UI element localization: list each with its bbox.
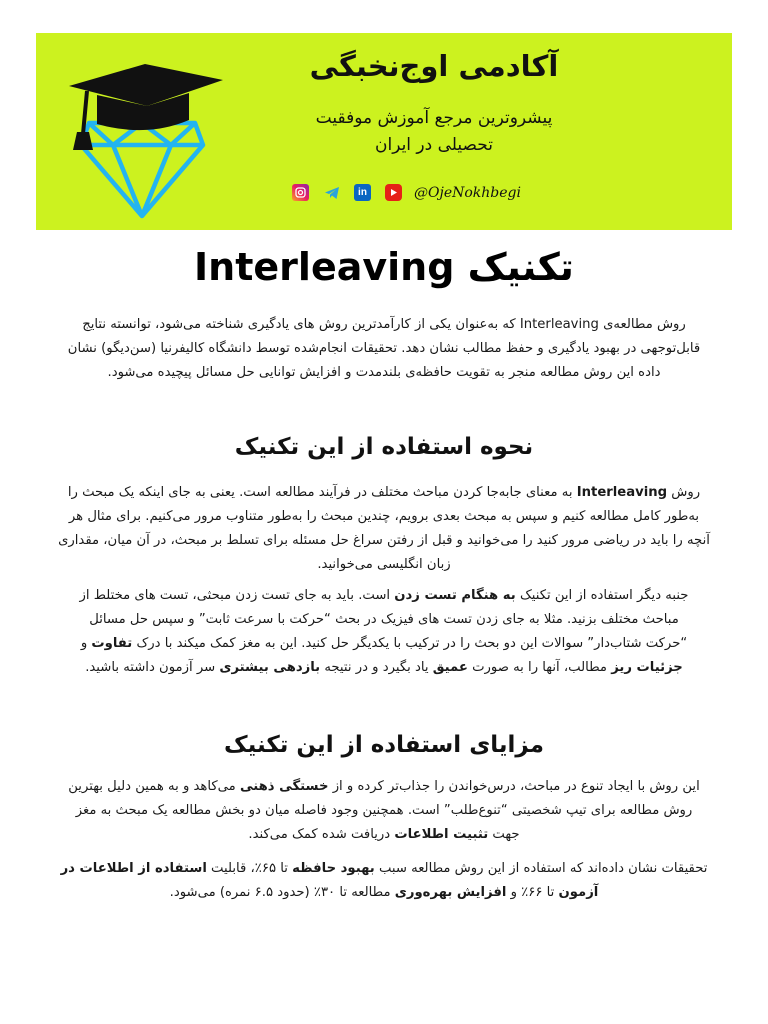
text-line: به‌طور کامل مطالعه کنیم و سپس به مبحث بعدی برویم، چندین مبحث را به‌طور متناوب مرور می‌کنیم. برای مثال هر [68, 509, 700, 524]
section-heading-usage: نحوه استفاده از این تکنیک [234, 434, 534, 460]
tagline-line: پیشروترین مرجع آموزش موفقیت [315, 108, 553, 128]
telegram-icon[interactable] [323, 184, 340, 201]
text-line: جنبه دیگر استفاده از این تکنیک به هنگام تست زدن است. باید به جای تست زدن مبحثی، تست های مختلط از [79, 588, 689, 603]
usage-paragraph-2 [40, 584, 728, 680]
section-heading-benefits: مزایای استفاده از این تکنیک [224, 732, 544, 758]
text-line: زبان انگلیسی می‌خوانید. [317, 557, 451, 572]
text-line: روش Interleaving به معنای جابه‌جا کردن مباحث مختلف در فرآیند مطالعه است. یعنی به جای اینکه یک مبحث را [67, 485, 701, 500]
social-links [292, 184, 521, 201]
brand-tagline [234, 105, 634, 159]
text-line: جهت تثبیت اطلاعات دریافت شده کمک می‌کند. [248, 827, 520, 842]
text-line: آنچه را باید در ریاضی مرور کنید را می‌خوانید و قبل از رفتن سراغ حل مسئله برای تسلط بر مبحث، در آن میان، مقداری [58, 533, 710, 548]
benefits-paragraph-2 [40, 857, 728, 905]
text-line: “حرکت شتاب‌دار” سوالات این دو بحث را در ترکیب با یکدیگر حل کنید. این به مغز کمک میکند با درک تفاوت و [80, 636, 688, 651]
brand-title: آکادمی اوج‌نخبگی [309, 49, 559, 83]
brand-banner [36, 33, 732, 230]
social-handle[interactable]: @OjeNokhbegi [414, 184, 521, 201]
text-line: مباحث مختلف بزنید. مثلا به جای زدن تست های فیزیک در بحث “حرکت با سرعت ثابت” و سپس حل مسائل [89, 612, 679, 627]
intro-paragraph [40, 313, 728, 385]
benefits-paragraph-1 [40, 775, 728, 847]
text-line: آزمون تا ۶۶٪ و افزایش بهره‌وری مطالعه تا ۳۰٪ (حدود ۶.۵ نمره) می‌شود. [169, 885, 599, 900]
text-line: روش مطالعه برای تیپ شخصیتی “تنوع‌طلب” است. همچنین وجود فاصله میان دو بخش مطالعه یک مبحث به مغز [75, 803, 693, 818]
text-line: جزئیات ریز مطالب، آنها را به صورت عمیق یاد بگیرد و در نتیجه بازدهی بیشتری سر آزمون داشته باشید. [85, 660, 683, 675]
instagram-icon[interactable] [292, 184, 309, 201]
tagline-line: تحصیلی در ایران [374, 135, 493, 155]
text-line: روش مطالعه‌ی Interleaving که به‌عنوان یکی از کارآمدترین روش های یادگیری شناخته می‌شود، توانسته نتایج [82, 317, 686, 332]
usage-paragraph-1 [40, 481, 728, 577]
academy-logo [61, 46, 223, 224]
youtube-icon[interactable] [385, 184, 402, 201]
text-line: قابل‌توجهی در بهبود یادگیری و حفظ مطالب نشان دهد. تحقیقات انجام‌شده توسط دانشگاه کالیفرنیا (سن‌دیگو) نشان [67, 341, 701, 356]
page-title: تکنیک Interleaving [194, 245, 574, 289]
diamond-icon [81, 123, 203, 216]
text-line: داده این روش مطالعه منجر به تقویت حافظه‌ی بلندمدت و افزایش توانایی حل مسائل پیچیده می‌شود. [107, 365, 661, 380]
text-line: تحقیقات نشان داده‌اند که استفاده از این روش مطالعه سبب بهبود حافظه تا ۶۵٪، قابلیت استفاده از اطلاعات در [60, 861, 708, 876]
linkedin-icon[interactable]: in [354, 184, 371, 201]
text-line: این روش با ایجاد تنوع در مباحث، درس‌خواندن را جذاب‌تر کرده و از خستگی ذهنی می‌کاهد و به همین دلیل بهترین [68, 779, 700, 794]
